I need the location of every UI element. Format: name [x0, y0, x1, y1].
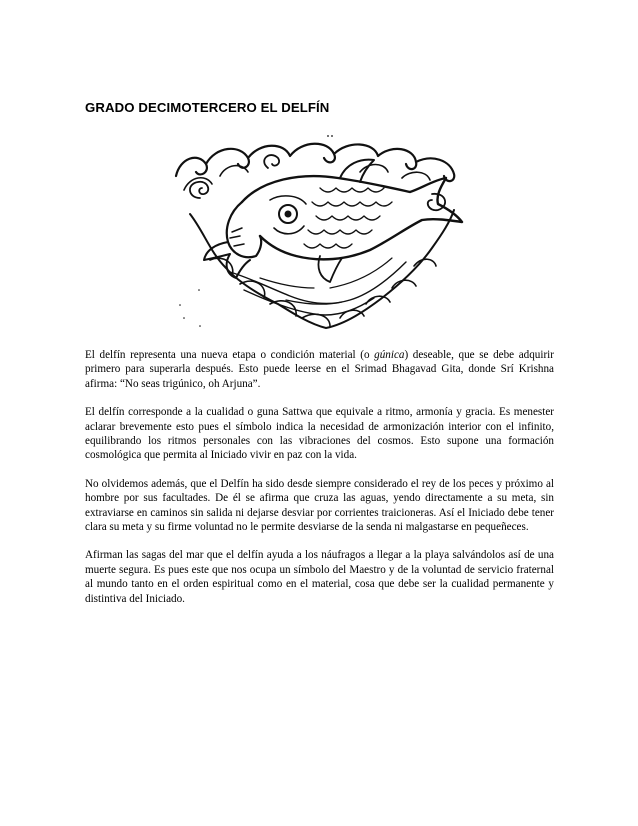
- emphasis-gunica: gúnica: [374, 349, 405, 361]
- paragraph-4: Afirman las sagas del mar que el delfín ayuda a los náufragos a llegar a la playa salvándolos así de una muerte segura. Es pues este que nos ocupa un símbolo del Maestro y de la voluntad de servicio fraternal al mundo tanto en el orden espiritual como en el material, cosa que debe ser la cualidad permanente y distintiva del Iniciado.: [85, 549, 554, 605]
- paragraph-1: El delfín representa una nueva etapa o condición material (o gúnica) deseable, que se debe adquirir primero para superarla después. Esto puede leerse en el Srimad Bhagavad Gita, donde Srí Krishna afirma: “No seas trigúnico, oh Arjuna”.: [85, 349, 554, 390]
- document-title: GRADO DECIMOTERCERO EL DELFÍN: [85, 100, 330, 115]
- dolphin-illustration: [170, 128, 470, 333]
- paragraph-3: No olvidemos además, que el Delfín ha sido desde siempre considerado el rey de los peces y próximo al hombre por sus facultades. De él se afirma que cruza las aguas, yendo directamente a su meta, sin extraviarse en caminos sin salida ni dejarse desviar por corrientes traicioneras. Así el Iniciado debe tener clara su meta y su firme voluntad no le permite desviarse de la senda ni malgastarse en pequeñeces.: [85, 477, 554, 534]
- paragraph-2: El delfín corresponde a la cualidad o guna Sattwa que equivale a ritmo, armonía y gracia. Es menester aclarar brevemente esto pues el símbolo indica la necesidad de armonización interior con el infinito, equilibrando los ritmos personales con las vibraciones del cosmos. Esto supone una formación cosmológica que permita al Iniciado vivir en paz con la vida.: [85, 406, 554, 462]
- body-text: [85, 348, 554, 620]
